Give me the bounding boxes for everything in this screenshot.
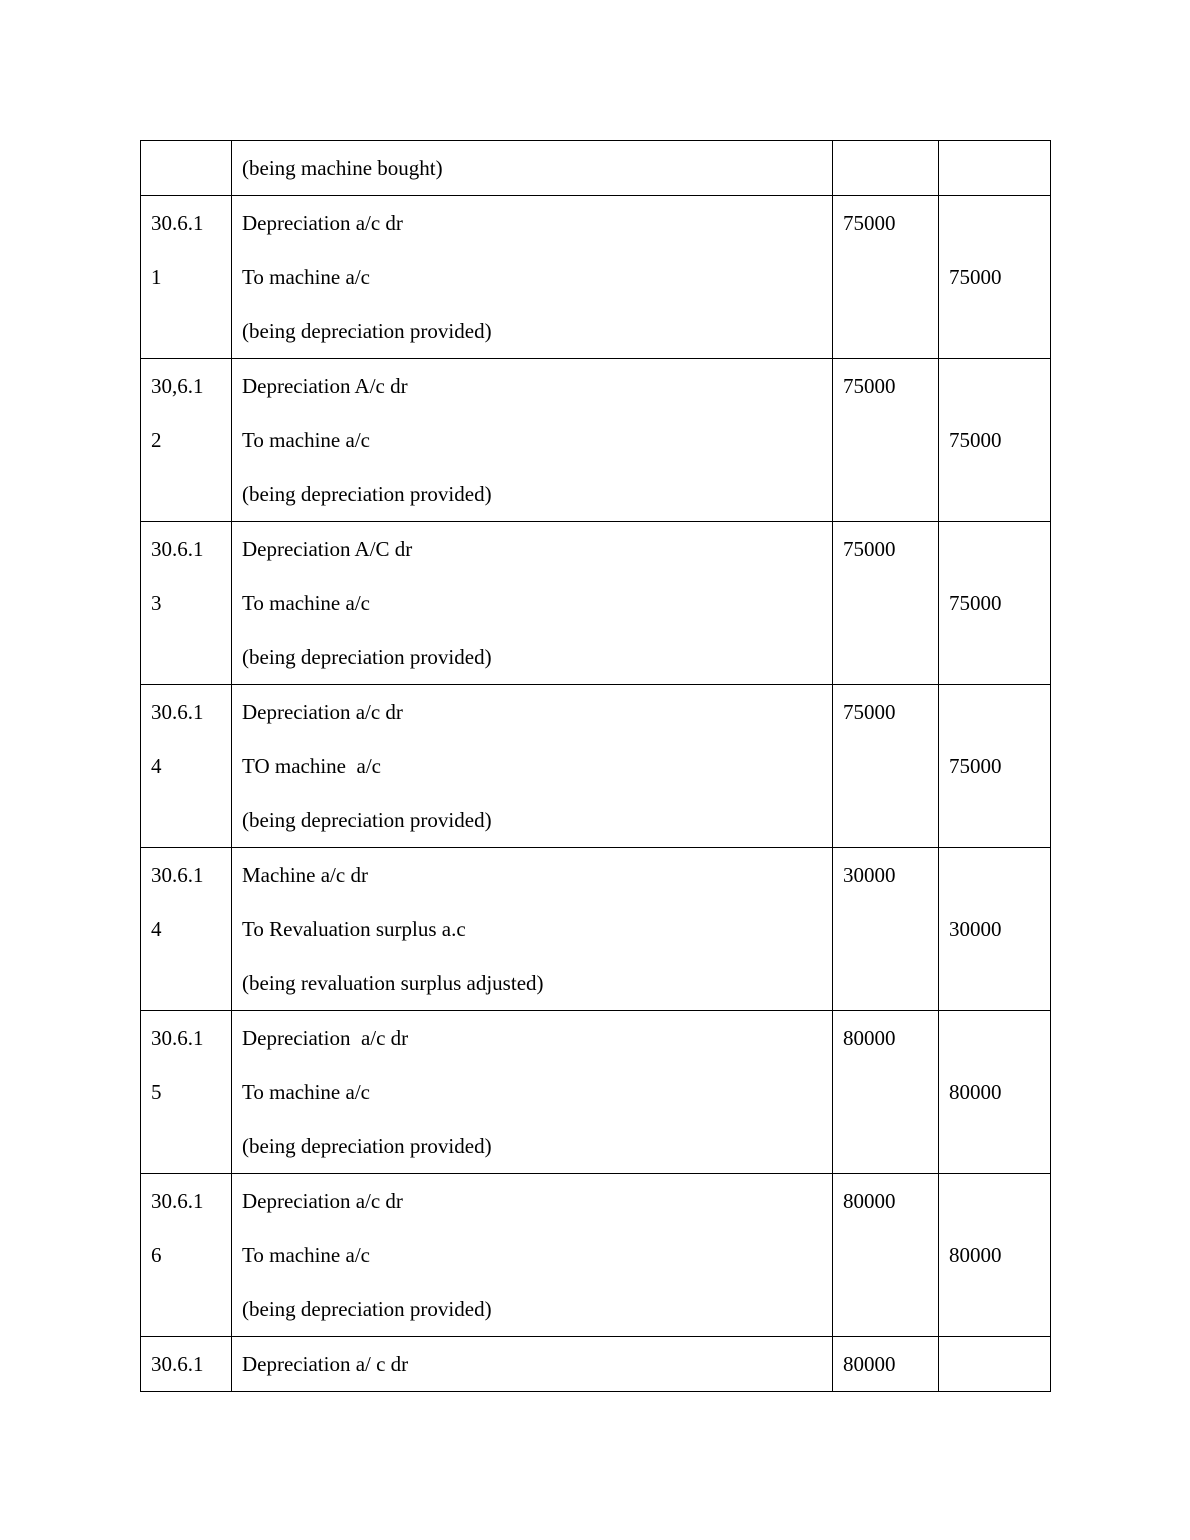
- particulars-cell: [232, 1337, 833, 1392]
- particulars-line: (being machine bought): [242, 156, 443, 180]
- credit-cell: [939, 141, 1051, 196]
- date-line: 30.6.1: [151, 211, 204, 235]
- date-line: 2: [151, 428, 162, 452]
- particulars-line: Depreciation a/ c dr: [242, 1352, 409, 1376]
- particulars-line: (being depreciation provided): [242, 319, 492, 343]
- particulars-line: Machine a/c dr: [242, 863, 368, 887]
- credit-amount: 75000: [949, 428, 1002, 452]
- table-row: [141, 1174, 1051, 1337]
- credit-amount: 75000: [949, 591, 1002, 615]
- credit-cell: [939, 522, 1051, 685]
- credit-amount: 30000: [949, 917, 1002, 941]
- particulars-line: Depreciation A/C dr: [242, 537, 413, 561]
- debit-amount: 80000: [843, 1189, 896, 1213]
- date-line: 4: [151, 917, 162, 941]
- credit-amount: 80000: [949, 1243, 1002, 1267]
- debit-cell: [833, 1174, 939, 1337]
- particulars-cell: [232, 359, 833, 522]
- debit-cell: [833, 1337, 939, 1392]
- date-line: 4: [151, 754, 162, 778]
- date-cell: [141, 196, 232, 359]
- debit-amount: 30000: [843, 863, 896, 887]
- date-cell: [141, 1337, 232, 1392]
- particulars-cell: [232, 1011, 833, 1174]
- credit-amount: 75000: [949, 754, 1002, 778]
- particulars-cell: [232, 196, 833, 359]
- date-cell: [141, 685, 232, 848]
- table-row: [141, 196, 1051, 359]
- particulars-cell: [232, 685, 833, 848]
- credit-cell: [939, 1011, 1051, 1174]
- date-line: 30.6.1: [151, 700, 204, 724]
- table-row: [141, 1011, 1051, 1174]
- particulars-line: (being depreciation provided): [242, 482, 492, 506]
- particulars-cell: [232, 1174, 833, 1337]
- particulars-line: To machine a/c: [242, 265, 370, 289]
- particulars-line: To machine a/c: [242, 591, 370, 615]
- particulars-line: To Revaluation surplus a.c: [242, 917, 466, 941]
- credit-amount: 80000: [949, 1080, 1002, 1104]
- date-cell: [141, 1174, 232, 1337]
- table-row: [141, 141, 1051, 196]
- particulars-cell: [232, 848, 833, 1011]
- debit-cell: [833, 196, 939, 359]
- particulars-line: Depreciation a/c dr: [242, 700, 403, 724]
- debit-cell: [833, 1011, 939, 1174]
- date-cell: [141, 359, 232, 522]
- particulars-cell: [232, 141, 833, 196]
- particulars-line: (being depreciation provided): [242, 1297, 492, 1321]
- particulars-line: Depreciation a/c dr: [242, 211, 403, 235]
- date-line: 1: [151, 265, 162, 289]
- table-row: [141, 1337, 1051, 1392]
- date-line: 30.6.1: [151, 1026, 204, 1050]
- particulars-cell: [232, 522, 833, 685]
- date-line: 3: [151, 591, 162, 615]
- particulars-line: Depreciation A/c dr: [242, 374, 408, 398]
- debit-cell: [833, 848, 939, 1011]
- table-row: [141, 685, 1051, 848]
- date-line: 30.6.1: [151, 537, 204, 561]
- date-cell: [141, 141, 232, 196]
- particulars-line: (being depreciation provided): [242, 645, 492, 669]
- table-row: [141, 359, 1051, 522]
- date-line: 30.6.1: [151, 1352, 204, 1376]
- particulars-line: (being revaluation surplus adjusted): [242, 971, 544, 995]
- date-line: 5: [151, 1080, 162, 1104]
- debit-cell: [833, 141, 939, 196]
- credit-cell: [939, 1174, 1051, 1337]
- credit-cell: [939, 1337, 1051, 1392]
- particulars-line: (being depreciation provided): [242, 1134, 492, 1158]
- credit-cell: [939, 848, 1051, 1011]
- table-row: [141, 848, 1051, 1011]
- particulars-line: Depreciation a/c dr: [242, 1189, 403, 1213]
- debit-amount: 75000: [843, 211, 896, 235]
- particulars-line: To machine a/c: [242, 1080, 370, 1104]
- debit-amount: 75000: [843, 374, 896, 398]
- credit-cell: [939, 196, 1051, 359]
- date-line: 30.6.1: [151, 863, 204, 887]
- table-row: [141, 522, 1051, 685]
- journal-table: [140, 140, 1051, 1392]
- debit-amount: 75000: [843, 700, 896, 724]
- debit-cell: [833, 685, 939, 848]
- debit-cell: [833, 522, 939, 685]
- debit-cell: [833, 359, 939, 522]
- debit-amount: 80000: [843, 1352, 896, 1376]
- date-cell: [141, 1011, 232, 1174]
- debit-amount: 80000: [843, 1026, 896, 1050]
- credit-amount: 75000: [949, 265, 1002, 289]
- particulars-line: To machine a/c: [242, 1243, 370, 1267]
- particulars-line: TO machine a/c: [242, 754, 381, 778]
- particulars-line: (being depreciation provided): [242, 808, 492, 832]
- date-cell: [141, 848, 232, 1011]
- date-line: 6: [151, 1243, 162, 1267]
- particulars-line: Depreciation a/c dr: [242, 1026, 409, 1050]
- particulars-line: To machine a/c: [242, 428, 370, 452]
- date-line: 30.6.1: [151, 1189, 204, 1213]
- date-line: 30,6.1: [151, 374, 204, 398]
- date-cell: [141, 522, 232, 685]
- credit-cell: [939, 359, 1051, 522]
- debit-amount: 75000: [843, 537, 896, 561]
- credit-cell: [939, 685, 1051, 848]
